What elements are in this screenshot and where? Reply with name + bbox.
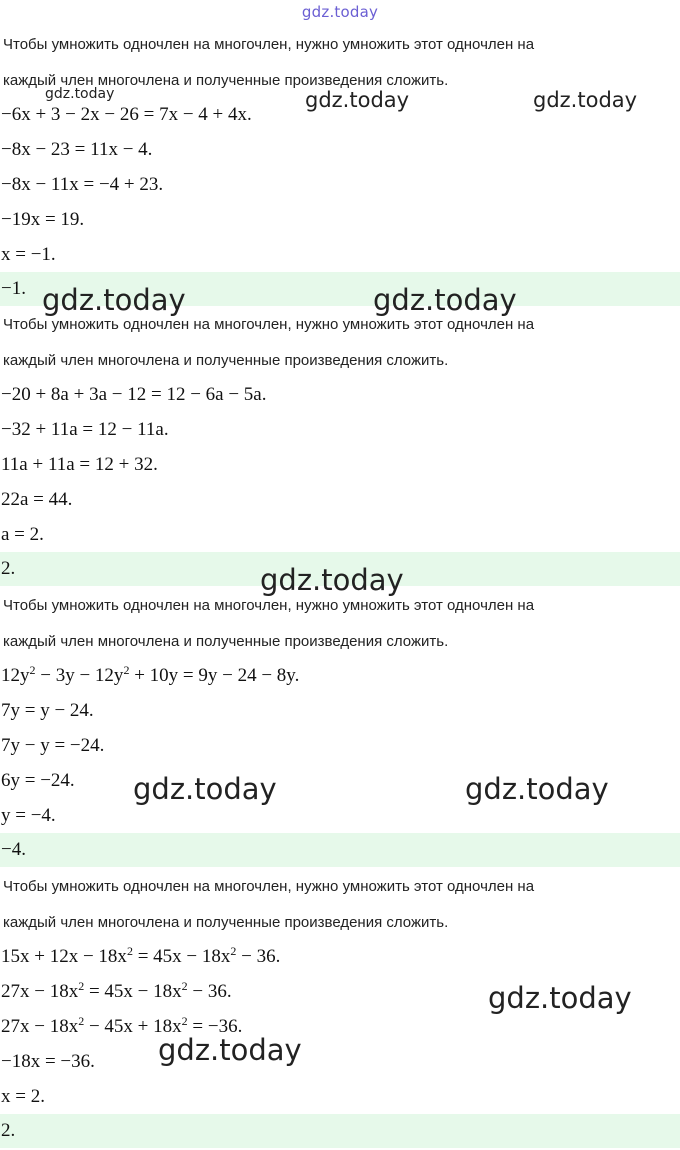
answer-value: 2.: [1, 558, 16, 579]
watermark: gdz.today: [305, 88, 410, 112]
equation-step: −8x − 11x = −4 + 23.: [1, 174, 164, 195]
rule-text-line1: Чтобы умножить одночлен на многочлен, нужно умножить этот одночлен на: [3, 878, 535, 895]
equation-step: 7y − y = −24.: [1, 735, 105, 756]
watermark: gdz.today: [465, 772, 609, 806]
watermark: gdz.today: [488, 981, 632, 1015]
rule-text-line2: каждый член многочлена и полученные произведения сложить.: [3, 352, 449, 369]
equation-step: −20 + 8a + 3a − 12 = 12 − 6a − 5a.: [1, 384, 267, 405]
answer-value: 2.: [1, 1120, 16, 1141]
rule-text-line2: каждый член многочлена и полученные произведения сложить.: [3, 914, 449, 931]
equation-step: x = 2.: [1, 1086, 45, 1107]
equation-step: −18x = −36.: [1, 1051, 95, 1072]
equation-step: 7y = y − 24.: [1, 700, 94, 721]
answer-value: −1.: [1, 278, 26, 299]
equation-step: −19x = 19.: [1, 209, 85, 230]
equation-step: y = −4.: [1, 805, 56, 826]
equation-step: 22a = 44.: [1, 489, 73, 510]
watermark: gdz.today: [45, 86, 115, 102]
equation-step: 11a + 11a = 12 + 32.: [1, 454, 158, 475]
equation-step: −8x − 23 = 11x − 4.: [1, 139, 153, 160]
answer-row: [0, 833, 680, 867]
equation-step: −6x + 3 − 2x − 26 = 7x − 4 + 4x.: [1, 104, 252, 125]
watermark: gdz.today: [373, 283, 517, 317]
equation-step: $27x - 18x^2 = 45x - 18x^2 - 36$.: [1, 979, 232, 1002]
equation-step: $15x + 12x - 18x^2 = 45x - 18x^2 - 36$.: [1, 944, 281, 967]
watermark: gdz.today: [133, 772, 277, 806]
watermark: gdz.today: [158, 1033, 302, 1067]
rule-text-line2: каждый член многочлена и полученные произведения сложить.: [3, 633, 449, 650]
watermark: gdz.today: [260, 563, 404, 597]
watermark: gdz.today: [533, 88, 638, 112]
rule-text-line2: каждый член многочлена и полученные произведения сложить.: [3, 72, 449, 89]
equation-step: $12y^2 - 3y - 12y^2 + 10y = 9y - 24 - 8y$.: [1, 663, 300, 686]
rule-text-line1: Чтобы умножить одночлен на многочлен, нужно умножить этот одночлен на: [3, 316, 535, 333]
rule-text-line1: Чтобы умножить одночлен на многочлен, нужно умножить этот одночлен на: [3, 597, 535, 614]
answer-row: [0, 1114, 680, 1148]
equation-step: 6y = −24.: [1, 770, 75, 791]
answer-value: −4.: [1, 839, 26, 860]
equation-step: a = 2.: [1, 524, 44, 545]
rule-text-line1: Чтобы умножить одночлен на многочлен, нужно умножить этот одночлен на: [3, 36, 535, 53]
watermark: gdz.today: [42, 283, 186, 317]
equation-step: x = −1.: [1, 244, 56, 265]
equation-step: $27x - 18x^2 - 45x + 18x^2 = -36$.: [1, 1014, 243, 1037]
site-title[interactable]: gdz.today: [301, 3, 379, 21]
equation-step: −32 + 11a = 12 − 11a.: [1, 419, 169, 440]
